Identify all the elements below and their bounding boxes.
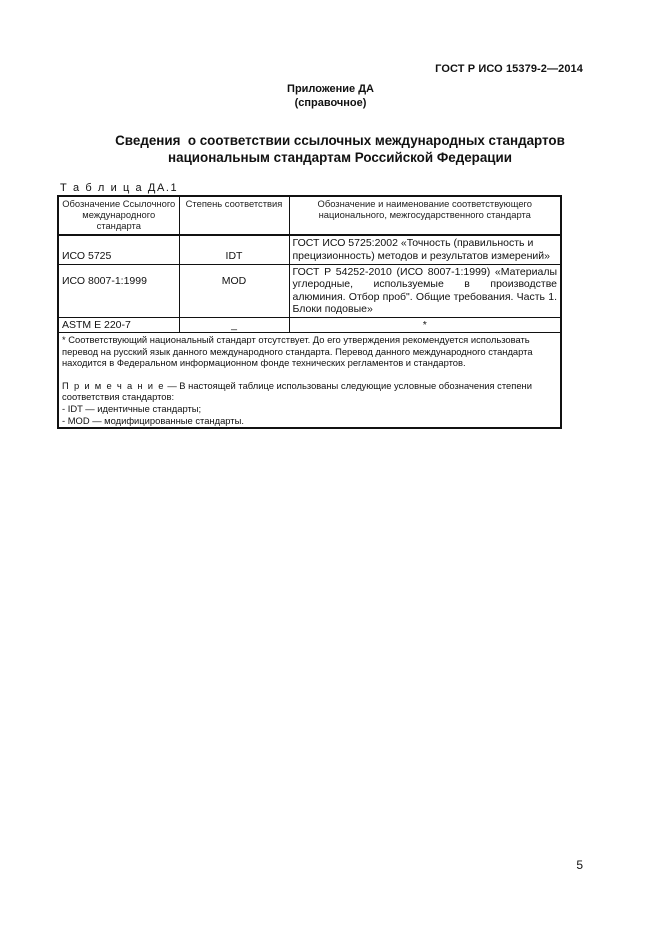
note-paragraph — [62, 380, 557, 403]
cell-degree: _ — [179, 317, 289, 333]
appendix-title: Приложение ДА — [287, 83, 374, 95]
table-row — [58, 235, 561, 264]
footnote-row — [58, 333, 561, 429]
table-header-row — [58, 196, 561, 235]
page-number: 5 — [576, 858, 583, 872]
footnote-text: * Соответствующий национальный стандарт отсутствует. До его утверждения рекомендуется использовать перевод на русский язык данного международного стандарта. Перевод данного международного стандарта находится в Федеральном информационном фонде технических регламентов и стандартов. — [62, 334, 533, 369]
document-code: ГОСТ Р ИСО 15379-2—2014 — [435, 63, 583, 75]
cell-degree: MOD — [179, 264, 289, 317]
table-caption: Т а б л и ц а ДА.1 — [60, 182, 179, 194]
note-item-mod: - MOD — модифицированные стандарты. — [62, 414, 244, 426]
footnote-cell — [58, 333, 561, 429]
cell-standard: ASTM E 220-7 — [58, 317, 179, 333]
appendix-heading — [0, 82, 661, 110]
cell-standard: ИСО 8007-1:1999 — [58, 264, 179, 317]
note-label: П р и м е ч а н и е — [62, 379, 165, 391]
title-line-1: Сведения о соответствии ссылочных международных стандартов — [115, 133, 565, 148]
standards-table — [57, 195, 562, 429]
cell-national: ГОСТ ИСО 5725:2002 «Точность (правильность и прецизионность) методов и результатов измерений» — [289, 235, 561, 264]
header-international-standard: Обозначение Ссылочного международного стандарта — [58, 196, 179, 235]
table-row — [58, 317, 561, 333]
cell-degree: IDT — [179, 235, 289, 264]
note-item-idt: - IDT — идентичные стандарты; — [62, 402, 202, 414]
appendix-subtitle: (справочное) — [294, 97, 367, 109]
table-row — [58, 264, 561, 317]
title-line-2: национальным стандартам Российской Федерации — [168, 150, 512, 165]
note-text: — В настоящей таблице использованы следующие условные обозначения степени соответствия стандартов: — [62, 379, 532, 403]
cell-national: ГОСТ Р 54252-2010 (ИСО 8007-1:1999) «Материалы углеродные, используемые в производстве алюминия. Отбор проб". Общие требования. Часть 1. Блоки подовые» — [289, 264, 561, 317]
cell-national: * — [289, 317, 561, 333]
header-degree: Степень соответствия — [179, 196, 289, 235]
header-national-standard: Обозначение и наименование соответствующего национального, межгосударственного стандарта — [289, 196, 561, 235]
page-title — [60, 132, 620, 166]
cell-standard: ИСО 5725 — [58, 235, 179, 264]
